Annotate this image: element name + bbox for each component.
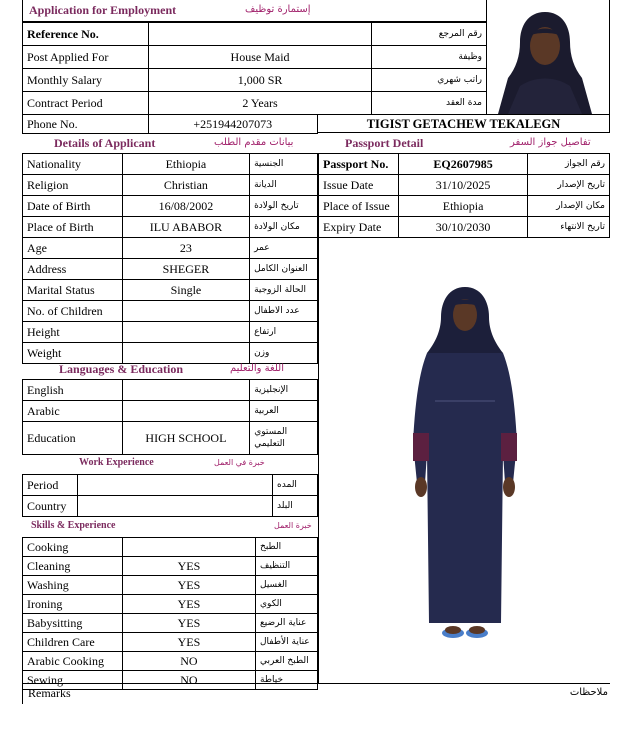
top-info-table — [22, 22, 487, 115]
reference-value — [148, 23, 371, 46]
skills-table — [22, 537, 318, 690]
post-label: Post Applied For — [23, 46, 149, 69]
sewing-label-ar: خياطة — [256, 671, 318, 690]
address-label: Address — [23, 259, 123, 280]
table-row — [23, 92, 487, 115]
arabic-label-ar: العربية — [250, 401, 318, 422]
children-value — [122, 301, 249, 322]
sewing-value: NO — [122, 671, 255, 690]
country-label: Country — [23, 496, 78, 517]
cleaning-value: YES — [122, 557, 255, 576]
period-label: Period — [23, 475, 78, 496]
form-title: Application for Employment — [29, 3, 177, 17]
passport-no-value: EQ2607985 — [398, 154, 527, 175]
height-label: Height — [23, 322, 123, 343]
table-row — [23, 633, 318, 652]
applicant-full-body-photo — [405, 283, 525, 647]
children-label-ar: عدد الاطفال — [250, 301, 318, 322]
table-row — [23, 496, 318, 517]
cleaning-label: Cleaning — [23, 557, 123, 576]
arabic-cooking-label-ar: الطبخ العربي — [256, 652, 318, 671]
passport-no-label-ar: رقم الجواز — [528, 154, 610, 175]
languages-header — [22, 359, 318, 379]
passport-no-label: Passport No. — [319, 154, 399, 175]
applicant-headshot-photo — [490, 6, 600, 114]
issue-date-value: 31/10/2025 — [398, 175, 527, 196]
babysitting-label: Babysitting — [23, 614, 123, 633]
passport-table — [318, 153, 610, 238]
period-label-ar: المده — [273, 475, 318, 496]
table-row — [23, 538, 318, 557]
country-value — [77, 496, 272, 517]
english-label-ar: الإنجليزية — [250, 380, 318, 401]
work-table — [22, 474, 318, 517]
remarks-row — [22, 683, 610, 704]
table-row — [23, 115, 318, 134]
salary-value: 1,000 SR — [148, 69, 371, 92]
passport-header — [318, 133, 610, 153]
form-title-ar: إستمارة توظيف — [245, 4, 311, 15]
contract-label: Contract Period — [23, 92, 149, 115]
details-title-ar: بيانات مقدم الطلب — [214, 137, 294, 148]
table-row — [23, 595, 318, 614]
children-care-value: YES — [122, 633, 255, 652]
age-label-ar: عمر — [250, 238, 318, 259]
table-row — [23, 322, 318, 343]
table-row — [23, 475, 318, 496]
table-row — [23, 576, 318, 595]
details-title: Details of Applicant — [54, 136, 156, 150]
table-row — [23, 46, 487, 69]
table-row — [319, 154, 610, 175]
height-label-ar: ارتفاع — [250, 322, 318, 343]
issue-date-label: Issue Date — [319, 175, 399, 196]
table-row — [23, 557, 318, 576]
marital-label: Marital Status — [23, 280, 123, 301]
height-value — [122, 322, 249, 343]
cleaning-label-ar: التنظيف — [256, 557, 318, 576]
marital-label-ar: الحالة الزوجية — [250, 280, 318, 301]
table-row — [23, 23, 487, 46]
nationality-value: Ethiopia — [122, 154, 249, 175]
washing-value: YES — [122, 576, 255, 595]
sewing-label: Sewing — [23, 671, 123, 690]
cooking-label-ar: الطبخ — [256, 538, 318, 557]
nationality-label: Nationality — [23, 154, 123, 175]
table-row — [23, 175, 318, 196]
place-issue-value: Ethiopia — [398, 196, 527, 217]
table-row — [23, 259, 318, 280]
period-value — [77, 475, 272, 496]
details-header — [22, 133, 318, 153]
details-table — [22, 153, 318, 364]
country-label-ar: البلد — [273, 496, 318, 517]
remarks-label: Remarks — [28, 686, 71, 700]
divider — [486, 0, 487, 114]
dob-label-ar: تاريخ الولادة — [250, 196, 318, 217]
table-row — [23, 280, 318, 301]
washing-label-ar: الغسيل — [256, 576, 318, 595]
salary-label: Monthly Salary — [23, 69, 149, 92]
reference-label: Reference No. — [23, 23, 149, 46]
skills-title: Skills & Experience — [31, 520, 116, 531]
expiry-date-label-ar: تاريخ الانتهاء — [528, 217, 610, 238]
table-row — [23, 422, 318, 455]
divider — [318, 237, 319, 683]
marital-value: Single — [122, 280, 249, 301]
reference-label-ar: رقم المرجع — [372, 23, 487, 46]
age-label: Age — [23, 238, 123, 259]
languages-title-ar: اللغة والتعليم — [230, 363, 284, 374]
ironing-label-ar: الكوي — [256, 595, 318, 614]
expiry-date-label: Expiry Date — [319, 217, 399, 238]
english-value — [122, 380, 250, 401]
children-care-label-ar: عناية الأطفال — [256, 633, 318, 652]
ironing-label: Ironing — [23, 595, 123, 614]
education-label-ar: المستوي التعليمي — [250, 422, 318, 455]
arabic-cooking-value: NO — [122, 652, 255, 671]
babysitting-value: YES — [122, 614, 255, 633]
table-row — [23, 614, 318, 633]
pob-label: Place of Birth — [23, 217, 123, 238]
babysitting-label-ar: عناية الرضيع — [256, 614, 318, 633]
dob-label: Date of Birth — [23, 196, 123, 217]
education-value: HIGH SCHOOL — [122, 422, 250, 455]
dob-value: 16/08/2002 — [122, 196, 249, 217]
applicant-name: TIGIST GETACHEW TEKALEGN — [318, 114, 610, 133]
place-issue-label: Place of Issue — [319, 196, 399, 217]
issue-date-label-ar: تاريخ الإصدار — [528, 175, 610, 196]
english-label: English — [23, 380, 123, 401]
table-row — [23, 217, 318, 238]
pob-label-ar: مكان الولادة — [250, 217, 318, 238]
arabic-label: Arabic — [23, 401, 123, 422]
passport-title: Passport Detail — [345, 136, 424, 150]
arabic-value — [122, 401, 250, 422]
phone-table — [22, 114, 318, 134]
post-value: House Maid — [148, 46, 371, 69]
education-label: Education — [23, 422, 123, 455]
address-label-ar: العنوان الكامل — [250, 259, 318, 280]
children-label: No. of Children — [23, 301, 123, 322]
religion-label: Religion — [23, 175, 123, 196]
arabic-cooking-label: Arabic Cooking — [23, 652, 123, 671]
cooking-label: Cooking — [23, 538, 123, 557]
languages-table — [22, 379, 318, 455]
phone-label: Phone No. — [23, 115, 149, 134]
table-row — [23, 301, 318, 322]
cooking-value — [122, 538, 255, 557]
languages-title: Languages & Education — [59, 362, 184, 376]
post-label-ar: وظيفة — [372, 46, 487, 69]
form-header — [22, 0, 487, 22]
work-title-ar: خبرة في العمل — [214, 458, 265, 467]
work-header — [22, 454, 318, 474]
divider — [609, 0, 610, 133]
table-row — [23, 652, 318, 671]
age-value: 23 — [122, 238, 249, 259]
table-row — [319, 217, 610, 238]
pob-value: ILU ABABOR — [122, 217, 249, 238]
passport-title-ar: تفاصيل جواز السفر — [510, 137, 591, 148]
table-row — [23, 154, 318, 175]
ironing-value: YES — [122, 595, 255, 614]
children-care-label: Children Care — [23, 633, 123, 652]
remarks-label-ar: ملاحظات — [569, 687, 608, 698]
address-value: SHEGER — [122, 259, 249, 280]
phone-value: +251944207073 — [148, 115, 317, 134]
weight-label-ar: وزن — [250, 343, 318, 364]
table-row — [23, 69, 487, 92]
contract-value: 2 Years — [148, 92, 371, 115]
expiry-date-value: 30/10/2030 — [398, 217, 527, 238]
religion-value: Christian — [122, 175, 249, 196]
nationality-label-ar: الجنسية — [250, 154, 318, 175]
washing-label: Washing — [23, 576, 123, 595]
table-row — [23, 380, 318, 401]
table-row — [23, 401, 318, 422]
religion-label-ar: الديانة — [250, 175, 318, 196]
skills-header — [22, 517, 318, 537]
skills-title-ar: خبرة العمل — [274, 521, 312, 530]
table-row — [319, 196, 610, 217]
table-row — [319, 175, 610, 196]
table-row — [23, 196, 318, 217]
contract-label-ar: مدة العقد — [372, 92, 487, 115]
work-title: Work Experience — [79, 457, 154, 468]
weight-label: Weight — [23, 343, 123, 364]
table-row — [23, 238, 318, 259]
place-issue-label-ar: مكان الإصدار — [528, 196, 610, 217]
salary-label-ar: راتب شهري — [372, 69, 487, 92]
